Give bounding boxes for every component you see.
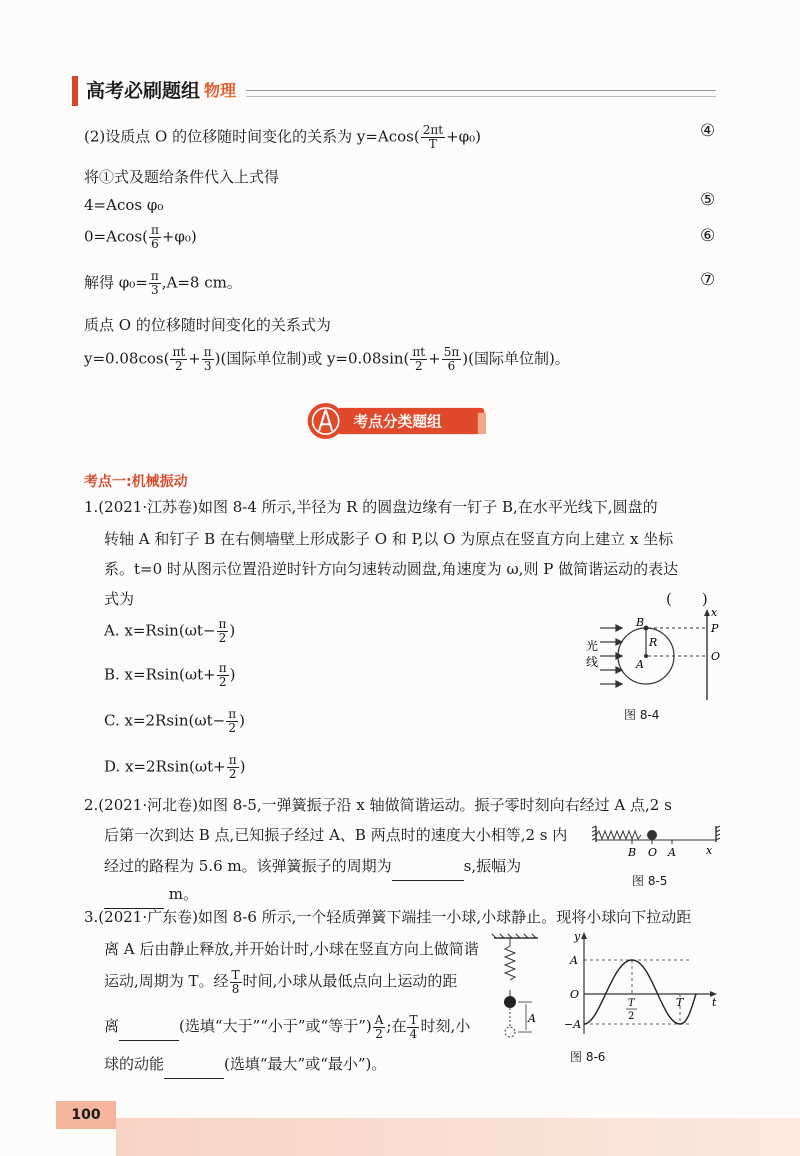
footer-band: [116, 1118, 800, 1156]
svg-text:y: y: [574, 930, 581, 943]
section-heading: 考点一:机械振动: [84, 474, 188, 490]
svg-text:T: T: [628, 998, 635, 1009]
header-rule: [246, 90, 716, 91]
q1-option-b[interactable]: B. x=Rsin(ωt+ $\frac{\pi}{2}$ ): [104, 661, 236, 689]
q3-line-2: 离 A 后由静止释放,并开始计时,小球在竖直方向上做简谐: [104, 940, 479, 958]
svg-text:R: R: [649, 636, 658, 649]
svg-text:x: x: [706, 844, 713, 857]
displacement-curve: [584, 960, 696, 1024]
figure-8-6-graph: [562, 930, 722, 1040]
svg-text:线: 线: [586, 655, 599, 669]
solution-line-1: (2)设质点 O 的位移随时间变化的关系为 y=Acos( $\frac{2\pi t}{T}$ +φ₀): [84, 123, 481, 151]
svg-text:A: A: [528, 1012, 536, 1025]
q3-line-3: 运动,周期为 T。经 $\frac{T}{8}$ 时间,小球从最低点向上运动的距: [104, 967, 458, 996]
q1-option-c[interactable]: C. x=2Rsin(ωt− $\frac{\pi}{2}$ ): [104, 707, 245, 735]
q1-option-d[interactable]: D. x=2Rsin(ωt+ $\frac{\pi}{2}$ ): [104, 753, 246, 781]
equation-mark-5: ⑤: [700, 190, 716, 210]
figure-8-5: [592, 824, 724, 864]
figure-8-4: [580, 606, 720, 702]
q2-line-4: m。: [104, 878, 198, 909]
svg-text:A: A: [570, 954, 578, 967]
solution-line-5: 解得 φ₀= $\frac{\pi}{3}$ ,A=8 cm。: [84, 269, 242, 297]
figure-8-6-caption: 图 8-6: [570, 1050, 606, 1064]
q1-line-3: 系。t=0 时从图示位置沿逆时针方向匀速转动圆盘,角速度为 ω,则 P 做简谐运动的表达: [104, 560, 679, 578]
figure-8-5-caption: 图 8-5: [632, 874, 668, 888]
equation-mark-7: ⑦: [700, 270, 716, 290]
q2-line-2: 后第一次到达 B 点,已知振子经过 A、B 两点时的速度大小相等,2 s 内: [104, 826, 568, 844]
q1-line-4: 式为: [104, 590, 135, 608]
svg-text:−A: −A: [564, 1018, 582, 1031]
q3-blank-kinetic-energy[interactable]: [164, 1048, 224, 1079]
solution-line-4: 0=Acos( $\frac{\pi}{6}$ +φ₀): [84, 223, 197, 251]
q3-line-1: 3.(2021·广东卷)如图 8-6 所示,一个轻质弹簧下端挂一小球,小球静止。现将小球向下拉动距: [84, 908, 692, 926]
page-number: 100: [56, 1101, 116, 1129]
q3-line-4: 离 (选填“大于”“小于”或“等于”) $\frac{A}{2}$ ;在 $\frac{T}{4}$ 时刻,小: [104, 1010, 470, 1041]
equation-mark-4: ④: [700, 121, 716, 141]
q1-option-a[interactable]: A. x=Rsin(ωt− $\frac{\pi}{2}$ ): [104, 617, 236, 645]
q3-blank-distance[interactable]: [119, 1010, 179, 1041]
header-subject-tag: 物理: [204, 81, 237, 100]
svg-text:B: B: [628, 846, 637, 859]
figure-8-6-spring: [488, 932, 548, 1044]
svg-text:t: t: [712, 996, 717, 1009]
svg-text:2: 2: [628, 1011, 635, 1022]
q1-line-2: 转轴 A 和钉子 B 在右侧墙壁上形成影子 O 和 P,以 O 为原点在竖直方向上建立 x 坐标: [104, 530, 674, 548]
figure-8-4-caption: 图 8-4: [624, 708, 660, 722]
q3-line-5: 球的动能 (选填“最大”或“最小”)。: [104, 1048, 386, 1079]
svg-text:O: O: [648, 846, 658, 859]
q1-line-1: 1.(2021·江苏卷)如图 8-4 所示,半径为 R 的圆盘边缘有一钉子 B,在水平光线下,圆盘的: [84, 498, 658, 516]
svg-text:P: P: [711, 622, 719, 635]
solution-line-2: 将①式及题给条件代入上式得: [84, 168, 280, 186]
solution-line-6: 质点 O 的位移随时间变化的关系式为: [84, 316, 331, 334]
q2-line-3: 经过的路程为 5.6 m。该弹簧振子的周期为 s,振幅为: [104, 850, 521, 881]
svg-text:O: O: [570, 988, 580, 1001]
svg-text:T: T: [676, 996, 684, 1009]
solution-line-7: y=0.08cos( $\frac{\pi t}{2}$ + $\frac{\pi}{3}$ )(国际单位制)或 y=0.08sin( $\frac{\pi t}{2}$ + $\frac{5\pi}{6}$ )(国际单位制)。: [84, 345, 570, 373]
q1-answer-paren: ( ): [666, 590, 708, 608]
svg-text:光: 光: [586, 639, 599, 653]
svg-text:A: A: [668, 846, 676, 859]
svg-text:A: A: [636, 658, 644, 671]
header-accent-bar: [72, 76, 78, 106]
header-rule-2: [246, 96, 716, 97]
svg-text:B: B: [636, 616, 645, 629]
svg-text:O: O: [711, 650, 720, 663]
section-banner: [306, 398, 486, 444]
q2-blank-period[interactable]: [392, 850, 464, 881]
svg-text:x: x: [711, 606, 718, 619]
q2-line-1: 2.(2021·河北卷)如图 8-5,一弹簧振子沿 x 轴做简谐运动。振子零时刻向右经过 A 点,2 s: [84, 796, 672, 814]
solution-line-3: 4=Acos φ₀: [84, 196, 164, 214]
header-title: 高考必刷题组: [86, 80, 201, 102]
banner-label: 考点分类题组: [353, 413, 442, 431]
equation-mark-6: ⑥: [700, 226, 716, 246]
